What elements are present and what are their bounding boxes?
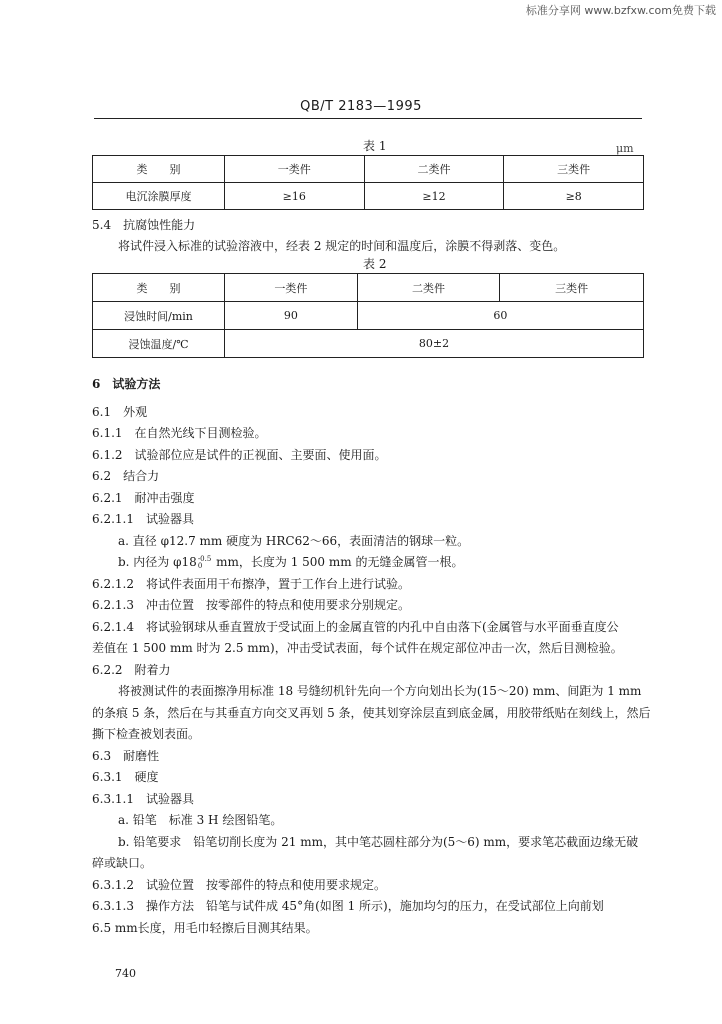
table1-cell-class3: ≥8 [504,183,644,210]
table2-header-class1: 一类件 [224,274,357,302]
table2-time-class1: 90 [224,302,357,330]
section-6-1-2: 6.1.2 试验部位应是试件的正视面、主要面、使用面。 [92,448,387,462]
item-a-steel-ball: a. 直径 φ12.7 mm 硬度为 HRC62～66，表面清洁的钢球一粒。 [118,534,470,548]
table2-time-label: 浸蚀时间/min [93,302,225,330]
section-6-2-1: 6.2.1 耐冲击强度 [92,491,195,505]
adhesion-text-line2: 的条痕 5 条，然后在与其垂直方向交叉再划 5 条，使其划穿涂层直到底金属，用胶带纸贴在刻线上，然后 [92,706,651,720]
section-6-2-1-1: 6.2.1.1 试验器具 [92,512,194,526]
table1-header-category: 类 别 [93,156,225,183]
section-6-2-1-4-line2: 差值在 1 500 mm 时为 2.5 mm)，冲击受试表面，每个试件在规定部位冲击一次，然后目测检验。 [92,641,623,655]
table1-caption: 表 1 [363,139,387,153]
item-a-pencil: a. 铅笔 标准 3 H 绘图铅笔。 [118,813,283,827]
table1-row-label: 电沉涂膜厚度 [93,183,225,210]
table1-unit: μm [616,142,634,155]
section-6-1: 6.1 外观 [92,405,148,419]
table1-header-row [93,156,644,183]
table2-header-class3: 三类件 [500,274,644,302]
table2-temp-value: 80±2 [224,330,643,358]
section-6-2-2: 6.2.2 附着力 [92,663,171,677]
tolerance-upper: -0.5 [197,554,212,563]
item-b-pencil-req-line1: b. 铅笔要求 铅笔切削长度为 21 mm，其中笔芯圆柱部分为(5～6) mm，要求笔芯截面边缘无破 [118,835,639,849]
page-number: 740 [115,967,136,980]
section-6-3-1-3-line2: 6.5 mm长度，用毛巾轻擦后目测其结果。 [92,921,318,935]
table1-header-class2: 二类件 [364,156,504,183]
section-5-4-title: 5.4 抗腐蚀性能力 [92,218,196,232]
section-6-3-1-2: 6.3.1.2 试验位置 按零部件的特点和使用要求规定。 [92,878,386,892]
item-b-metal-tube [118,553,463,570]
table1-header-class1: 一类件 [224,156,364,183]
table2-time-class23: 60 [357,302,643,330]
table2-time-row [93,302,644,330]
adhesion-text-line3: 撕下检查被划表面。 [92,727,201,741]
table2-header-row [93,274,644,302]
tolerance-lower: 0 [197,561,203,570]
adhesion-text-line1: 将被测试件的表面擦净用标准 18 号缝纫机针先向一个方向划出长为(15～20) mm、间距为 1 mm [118,684,642,698]
section-6-2-1-2: 6.2.1.2 将试件表面用干布擦净，置于工作台上进行试验。 [92,577,410,591]
item-b-suffix: mm，长度为 1 500 mm 的无缝金属管一根。 [212,555,464,569]
site-watermark: 标准分享网 www.bzfxw.com免费下载 [525,4,716,17]
section-6-3: 6.3 耐磨性 [92,749,160,763]
table2-temp-label: 浸蚀温度/℃ [93,330,225,358]
table2-caption: 表 2 [363,257,387,271]
table2-header-category: 类 别 [93,274,225,302]
section-6-2-1-3: 6.2.1.3 冲击位置 按零部件的特点和使用要求分别规定。 [92,598,410,612]
header-rule [94,118,642,119]
table2-header-class2: 二类件 [357,274,500,302]
table1-cell-class1: ≥16 [224,183,364,210]
table1-data-row [93,183,644,210]
section-5-4-text: 将试件浸入标准的试验溶液中，经表 2 规定的时间和温度后，涂膜不得剥落、变色。 [118,239,566,253]
section-6-2-1-4-line1: 6.2.1.4 将试验钢球从垂直置放于受试面上的金属直管的内孔中自由落下(金属管与水平面垂直度公 [92,620,619,634]
table1-header-class3: 三类件 [504,156,644,183]
table-2 [92,273,644,358]
tolerance-marks [198,556,212,570]
section-6-2: 6.2 结合力 [92,469,160,483]
section-6-1-1: 6.1.1 在自然光线下目测检验。 [92,426,267,440]
table-1 [92,155,644,210]
table2-temp-row [93,330,644,358]
section-6-3-1: 6.3.1 硬度 [92,770,159,784]
section-6-3-1-1: 6.3.1.1 试验器具 [92,792,194,806]
table1-cell-class2: ≥12 [364,183,504,210]
item-b-pencil-req-line2: 碎或缺口。 [92,856,153,870]
standard-number: QB/T 2183—1995 [300,99,422,114]
section-6-3-1-3-line1: 6.3.1.3 操作方法 铅笔与试件成 45°角(如图 1 所示)，施加均匀的压力，在受试部位上向前划 [92,899,604,913]
item-b-prefix: b. 内径为 φ18 [118,555,197,569]
section-6-heading: 6 试验方法 [92,377,161,391]
